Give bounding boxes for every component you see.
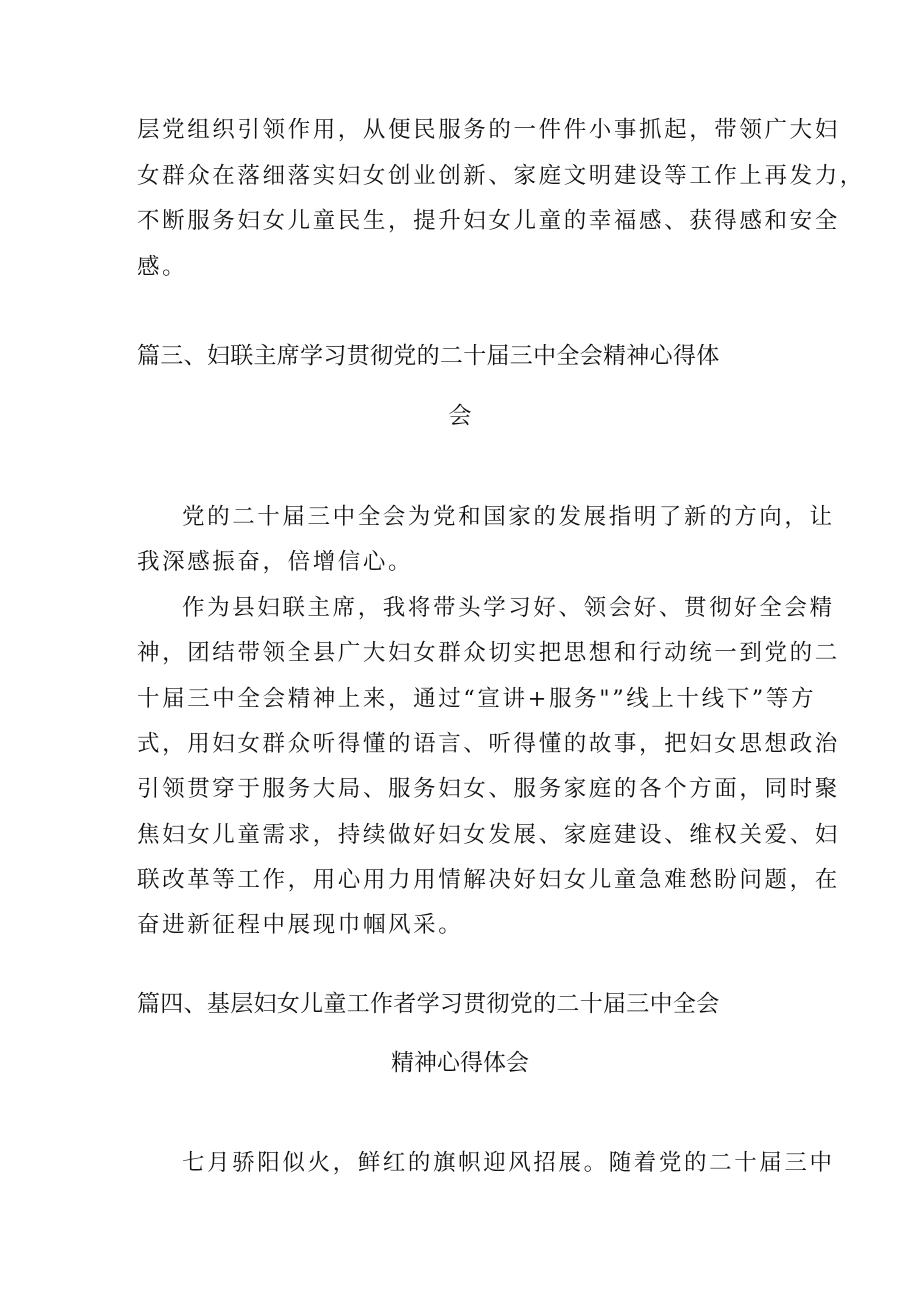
- paragraph-line: 不断服务妇女儿童民生，提升妇女儿童的幸福感、获得感和安全: [137, 208, 840, 234]
- paragraph-line: 式，用妇女群众听得懂的语言、听得懂的故事，把妇女思想政治: [137, 731, 840, 757]
- paragraph-line: 神，团结带领全县广大妇女群众切实把思想和行动统一到党的二: [137, 640, 840, 666]
- paragraph-line: 作为县妇联主席，我将带头学习好、领会好、贯彻好全会精: [182, 595, 835, 621]
- paragraph-line: 感。: [137, 254, 188, 280]
- paragraph-line: 七月骄阳似火，鲜红的旗帜迎风招展。随着党的二十届三中: [182, 1150, 835, 1176]
- paragraph-line: 党的二十届三中全会为党和国家的发展指明了新的方向，让: [182, 504, 835, 530]
- paragraph-line: 层党组织引领作用，从便民服务的一件件小事抓起，带领广大妇: [137, 117, 840, 143]
- paragraph-line: 我深感振奋，倍增信心。: [137, 549, 414, 575]
- paragraph-line: 十届三中全会精神上来，通过“宣讲+服务"”线上十线下”等方: [137, 686, 817, 712]
- paragraph-line: 焦妇女儿童需求，持续做好妇女发展、家庭建设、维权关爱、妇: [137, 822, 840, 848]
- paragraph-line: 联改革等工作，用心用力用情解决好妇女儿童急难愁盼问题，在: [137, 867, 840, 893]
- paragraph-line: 女群众在落细落实妇女创业创新、家庭文明建设等工作上再发力，: [137, 163, 865, 189]
- section-4-title-line-2: 精神心得体会: [391, 1050, 529, 1076]
- paragraph-line: 奋进新征程中展现巾帼风采。: [137, 912, 464, 938]
- paragraph-line: 引领贯穿于服务大局、服务妇女、服务家庭的各个方面，同时聚: [137, 776, 840, 802]
- section-4-title-line-1: 篇四、基层妇女儿童工作者学习贯彻党的二十届三中全会: [137, 991, 720, 1017]
- section-3-title-line-2: 会: [448, 403, 472, 429]
- section-3-title-line-1: 篇三、妇联主席学习贯彻党的二十届三中全会精神心得体: [137, 343, 720, 369]
